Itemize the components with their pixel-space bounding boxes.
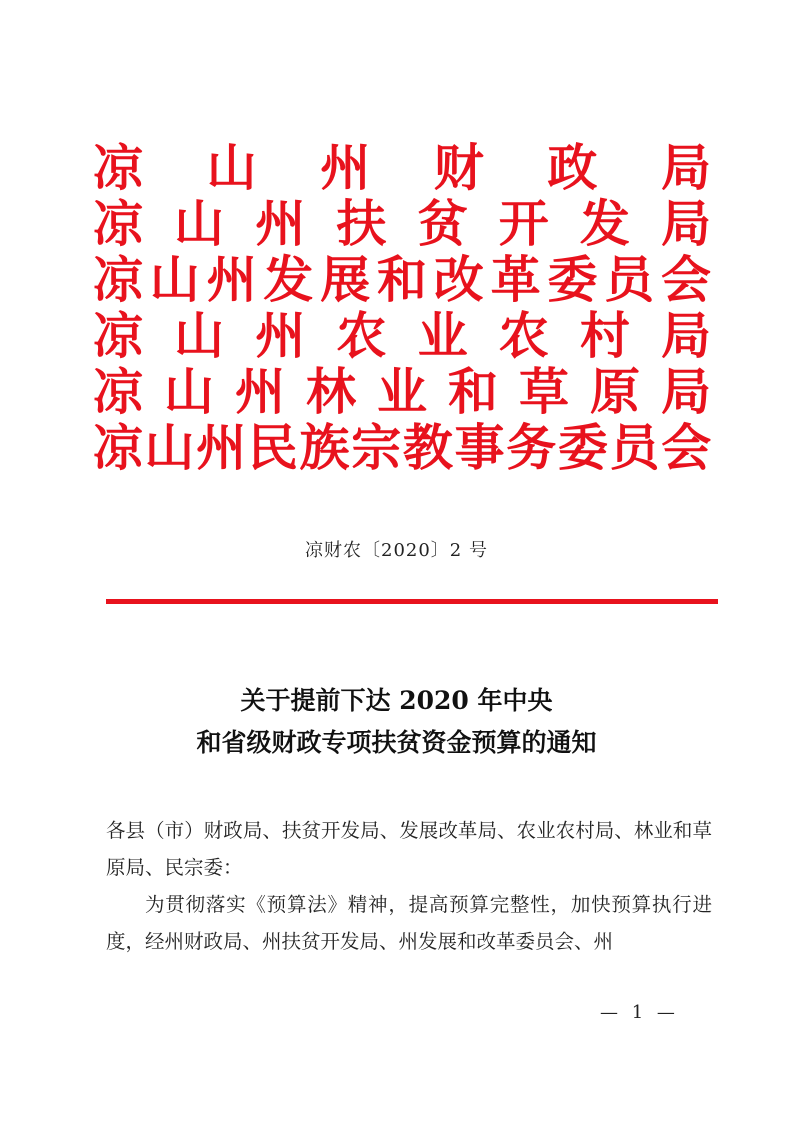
document-title [0,680,793,764]
body-paragraph: 为贯彻落实《预算法》精神，提高预算完整性，加快预算执行进度，经州财政局、州扶贫开发局、州发展和改革委员会、州 [106,893,712,953]
agency-name: 凉 山 州 民 族 宗 教 事 务 委 员 会 [92,418,712,477]
document-title-line-1: 关于提前下达 2020 年中央 [240,686,553,715]
document-number: 凉财农〔2020〕2 号 [305,540,488,561]
agency-name: 凉 山 州 财 政 局 [93,138,711,197]
agency-name: 凉 山 州 发 展 和 改 革 委 员 会 [93,250,711,309]
recipients-paragraph: 各县（市）财政局、扶贫开发局、发展改革局、农业农村局、林业和草原局、民宗委： [106,819,712,879]
document-body [106,812,712,960]
agency-name: 凉 山 州 林 业 和 草 原 局 [93,362,711,421]
agency-name: 凉 山 州 农 业 农 村 局 [93,306,711,365]
issuing-agencies-header [92,140,712,476]
page-number: — 1 — [600,1002,679,1023]
red-divider-line [106,599,718,604]
agency-name: 凉 山 州 扶 贫 开 发 局 [93,194,711,253]
document-title-line-2: 和省级财政专项扶贫资金预算的通知 [196,728,597,757]
